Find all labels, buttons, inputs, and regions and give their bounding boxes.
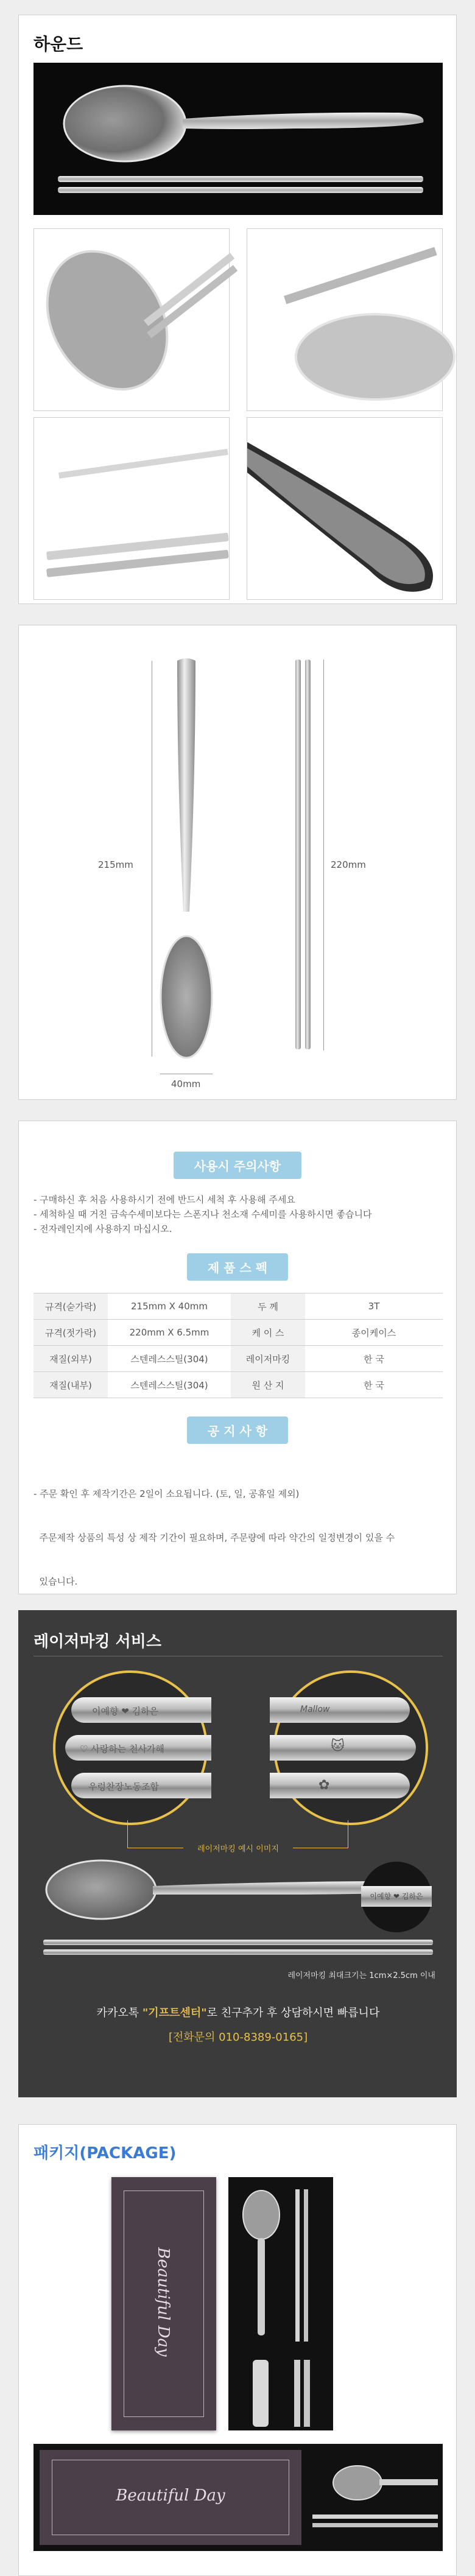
- chopstick-length-line: [323, 660, 324, 1050]
- detail-photo-spoon-side: [247, 228, 443, 411]
- spec-cell: 3T: [305, 1293, 443, 1320]
- spec-cell: 스텐레스스틸(304): [108, 1346, 231, 1372]
- spec-cell: 케 이 스: [231, 1320, 305, 1346]
- spec-cell: 원 산 지: [231, 1372, 305, 1398]
- info-panel: [18, 1121, 457, 1594]
- caution-line: - 전자레인지에 사용하지 마십시오.: [33, 1223, 172, 1234]
- phone-contact: [전화문의 010-8389-0165]: [168, 2031, 308, 2044]
- spec-row: [33, 1320, 443, 1346]
- example-bracket-line: [127, 1820, 128, 1848]
- spec-row: [33, 1293, 443, 1320]
- cat-icon: 🐱: [331, 1739, 345, 1754]
- spec-cell: 220mm X 6.5mm: [108, 1320, 231, 1346]
- package-box-horizontal: [33, 2444, 443, 2551]
- notice-line: 주문제작 상품의 특성 상 제작 기간이 필요하며, 주문량에 따라 약간의 일정변경이 있을 수: [33, 1532, 395, 1543]
- example-label: 레이저마킹 예시 이미지: [197, 1845, 279, 1854]
- spec-cell: 두 께: [231, 1293, 305, 1320]
- spec-cell: 215mm X 40mm: [108, 1293, 231, 1320]
- caution-line: - 세척하실 때 거친 금속수세미보다는 스폰지나 천소재 수세미를 사용하시면 좋습니다: [33, 1209, 372, 1220]
- laser-spoon-engraving-circle: [361, 1862, 432, 1932]
- spoon-width-label: 40mm: [171, 1079, 201, 1089]
- flower-icon: ✿: [318, 1778, 330, 1793]
- laser-title: 레이저마킹 서비스: [33, 1633, 161, 1651]
- round-photo-panel: [18, 15, 457, 604]
- engraving-text: 우렁찬장노동조합: [88, 1781, 159, 1792]
- laser-example-circle-left: [53, 1670, 208, 1825]
- engraved-handle: [270, 1773, 410, 1798]
- notice-line: - 주문 확인 후 제작기간은 2일이 소요됩니다. (토, 일, 공휴일 제외): [33, 1488, 300, 1499]
- spec-cell: 재질(외부): [33, 1346, 108, 1372]
- spec-title-badge: 제 품 스 펙: [187, 1253, 288, 1281]
- notice-line: 있습니다.: [33, 1576, 78, 1587]
- spec-cell: 규격(젓가락): [33, 1320, 108, 1346]
- detail-photo-spoon-bowl: [33, 228, 230, 411]
- spec-table: [33, 1293, 443, 1398]
- spec-cell: 스텐레스스틸(304): [108, 1372, 231, 1398]
- spec-row: [33, 1372, 443, 1398]
- detail-photo-chopstick-tips: [33, 417, 230, 600]
- package-title: 패키지(PACKAGE): [33, 2144, 177, 2163]
- package-box-open-vertical: [228, 2177, 333, 2430]
- laser-chopstick-1: [43, 1940, 433, 1945]
- engraving-text: ♡ 사랑하는 천사가해: [80, 1744, 164, 1754]
- engraving-text: Mallow: [300, 1705, 330, 1714]
- spec-cell: 규격(숟가락): [33, 1293, 108, 1320]
- section-title-round: 하운드: [33, 34, 83, 54]
- chopstick-length-label: 220mm: [331, 859, 366, 870]
- chopstick-right: [305, 660, 311, 1049]
- spec-cell: 한 국: [305, 1372, 443, 1398]
- dimension-panel: [18, 625, 457, 1100]
- kakao-contact-line: [19, 2004, 457, 2020]
- caution-list: [33, 1192, 456, 1236]
- spec-cell: 레이저마킹: [231, 1346, 305, 1372]
- max-size-note: 레이저마킹 최대크기는 1cm×2.5cm 이내: [287, 1971, 435, 1980]
- horizontal-open-utensils: [306, 2450, 438, 2545]
- laser-chopstick-2: [43, 1949, 433, 1955]
- spec-cell: 한 국: [305, 1346, 443, 1372]
- caution-title-badge: 사용시 주의사항: [174, 1152, 301, 1179]
- chopstick-left: [295, 660, 301, 1049]
- spec-cell: 재질(내부): [33, 1372, 108, 1398]
- laser-panel: [18, 1610, 457, 2097]
- engraving-text: 이예향 ❤ 김하은: [92, 1706, 159, 1717]
- main-product-photo: [33, 63, 443, 215]
- detail-photo-handle-end: [247, 417, 443, 600]
- laser-example-circle-right: [273, 1670, 428, 1825]
- package-box-closed-vertical: [111, 2177, 216, 2430]
- spoon-length-label: 215mm: [98, 859, 133, 870]
- spoon-vertical-illustration: [159, 656, 214, 1070]
- box-lid-horizontal: [40, 2450, 301, 2545]
- spec-row: [33, 1346, 443, 1372]
- spoon-chopstick-illustration: [33, 63, 443, 215]
- engraved-handle: [270, 1697, 410, 1723]
- caution-line: - 구매하신 후 처음 사용하시기 전에 반드시 세척 후 사용해 주세요: [33, 1194, 295, 1205]
- kakao-prefix: 카카오톡: [96, 2007, 142, 2019]
- spec-cell: 종이케이스: [305, 1320, 443, 1346]
- package-panel: [18, 2124, 457, 2576]
- kakao-suffix: 로 친구추가 후 상담하시면 빠릅니다: [206, 2007, 380, 2019]
- kakao-highlight: "기프트센터": [142, 2007, 207, 2019]
- notice-title-badge: 공 지 사 항: [187, 1416, 288, 1444]
- spoon-engraving-text: 이예향 ❤ 김하은: [370, 1892, 423, 1901]
- box-text-horizontal: Beautiful Day: [116, 2486, 225, 2505]
- box-text-vertical: Beautiful Day: [154, 2247, 172, 2357]
- open-box-utensils: [228, 2177, 333, 2430]
